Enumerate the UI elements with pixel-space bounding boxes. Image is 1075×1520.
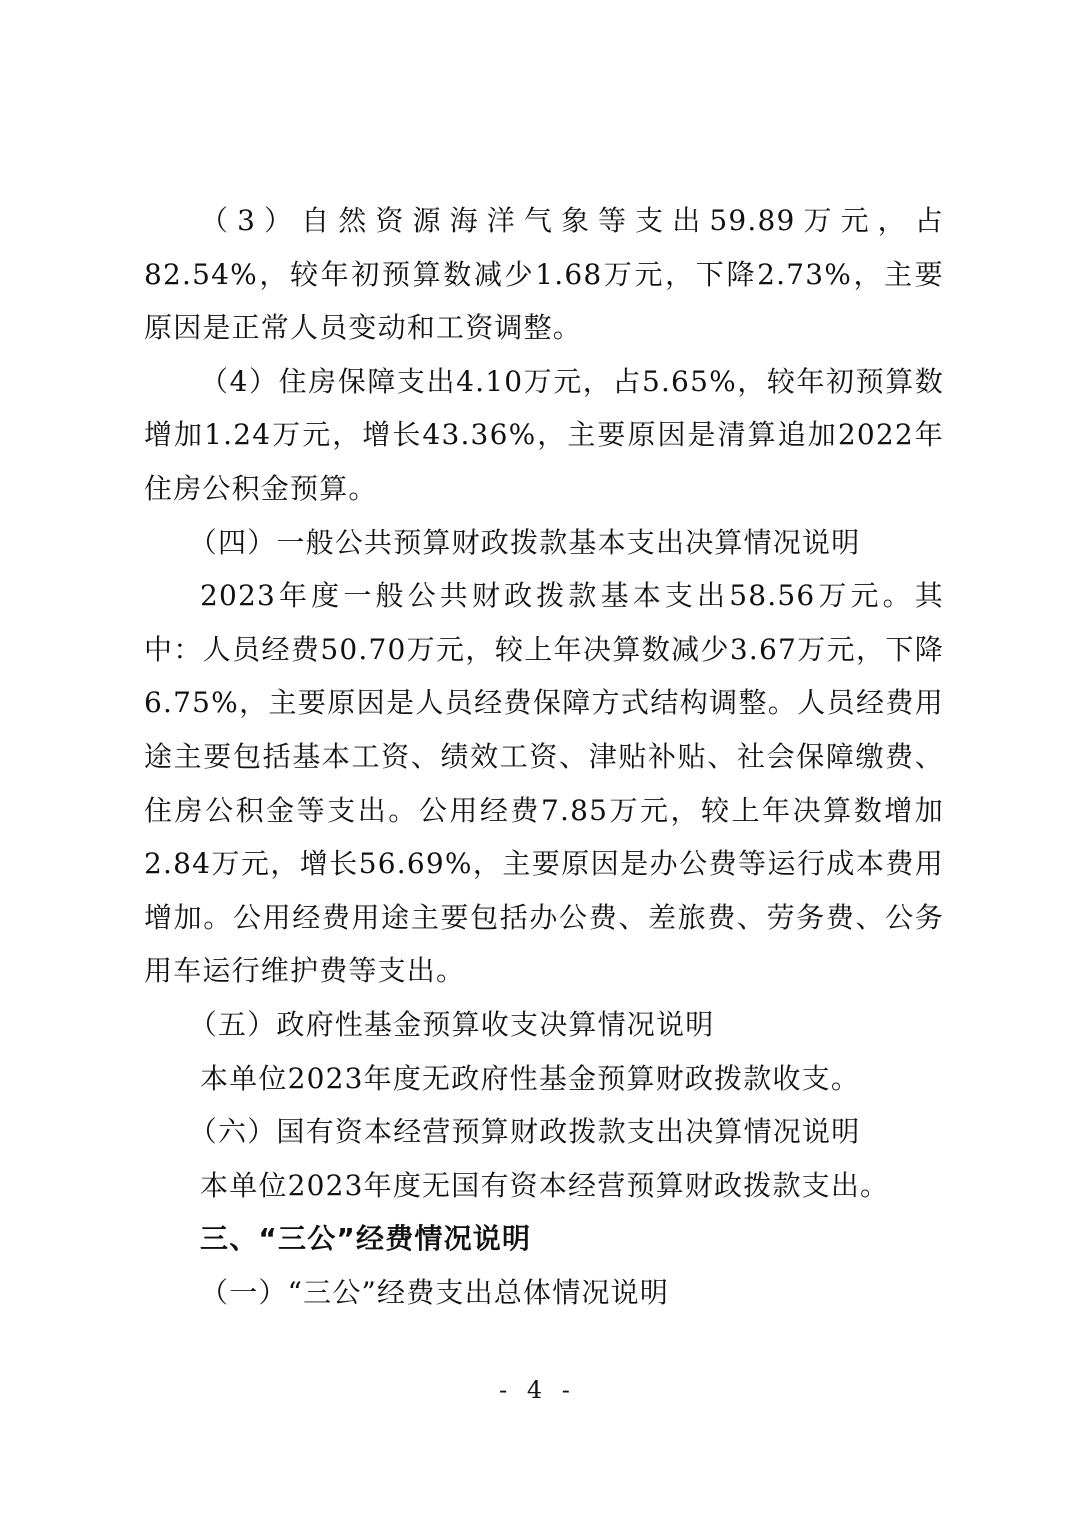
paragraph-state-capital-budget: 本单位2023年度无国有资本经营预算财政拨款支出。 [200,1168,890,1202]
heading-government-fund-budget: （五）政府性基金预算收支决算情况说明 [188,1007,715,1041]
subheading-three-public-overview: （一）“三公”经费支出总体情况说明 [200,1275,670,1309]
section-heading-three-public: 三、“三公”经费情况说明 [200,1222,532,1256]
heading-state-capital-budget: （六）国有资本经营预算财政拨款支出决算情况说明 [188,1115,861,1149]
page-number: - 4 - [499,1376,576,1404]
paragraph-housing-expenditure: （4）住房保障支出4.10万元，占5.65%，较年初预算数增加1.24万元，增长43.36%，主要原因是清算追加2022年住房公积金预算。 [144,364,944,505]
paragraph-natural-resources-expenditure: （3）自然资源海洋气象等支出59.89万元，占82.54%，较年初预算数减少1.68万元，下降2.73%，主要原因是正常人员变动和工资调整。 [144,204,944,345]
document-body [144,194,944,1319]
paragraph-basic-expenditure: 2023年度一般公共财政拨款基本支出58.56万元。其中：人员经费50.70万元，较上年决算数减少3.67万元，下降6.75%，主要原因是人员经费保障方式结构调整。人员经费用途主要包括基本工资、绩效工资、津贴补贴、社会保障缴费、住房公积金等支出。公用经费7.85万元，较上年决算数增加2.84万元，增长56.69%，主要原因是办公费等运行成本费用增加。公用经费用途主要包括办公费、差旅费、劳务费、公务用车运行维护费等支出。 [144,579,944,988]
paragraph-government-fund-budget: 本单位2023年度无政府性基金预算财政拨款收支。 [200,1061,861,1095]
heading-basic-expenditure: （四）一般公共预算财政拨款基本支出决算情况说明 [188,525,861,559]
